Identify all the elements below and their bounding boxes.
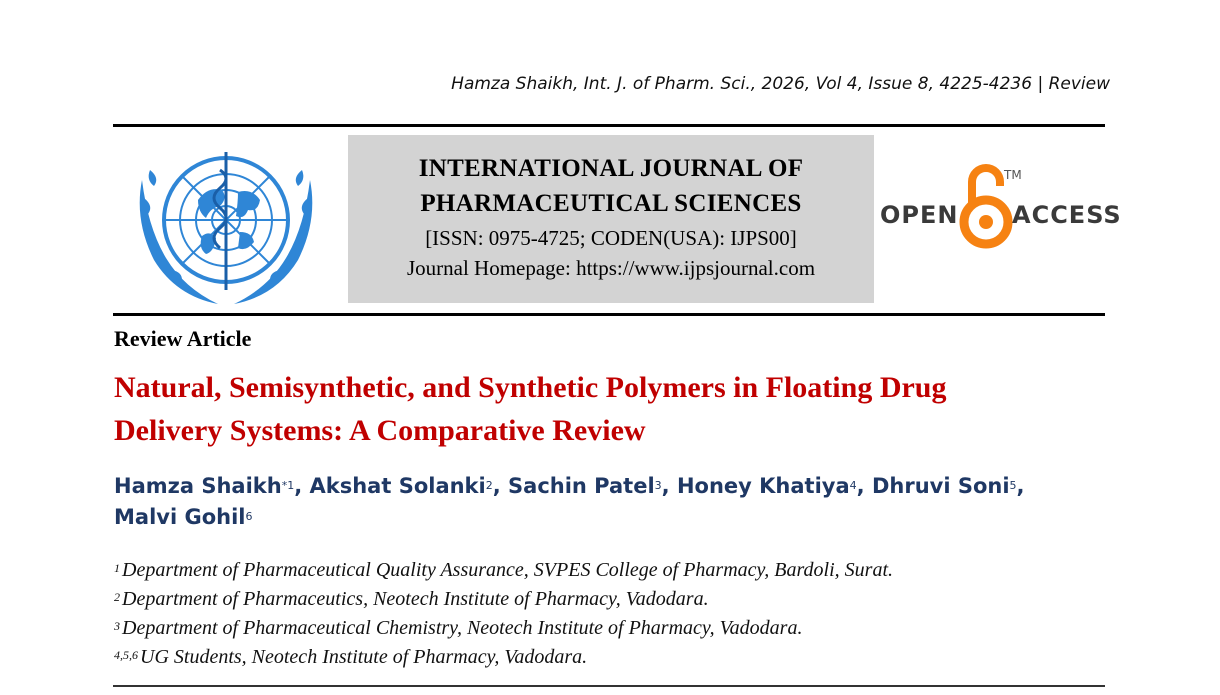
affiliation-mark: 3: [114, 619, 120, 633]
open-access-word-access: ACCESS: [1012, 201, 1122, 229]
affiliation-mark: 1: [114, 561, 120, 575]
author: Hamza Shaikh: [114, 474, 282, 498]
affiliation-mark: 4,5,6: [114, 648, 138, 662]
journal-title-line2: PHARMACEUTICAL SCIENCES: [420, 190, 802, 217]
header-rule-top: [113, 124, 1105, 127]
author-separator: ,: [1016, 474, 1025, 498]
author-affiliation-mark: *1: [281, 479, 295, 492]
affiliation-text: UG Students, Neotech Institute of Pharmacy, Vadodara.: [140, 646, 588, 668]
article-title-line1: Natural, Semisynthetic, and Synthetic Polymers in Floating Drug: [114, 371, 947, 404]
journal-title-line1: INTERNATIONAL JOURNAL OF: [418, 155, 804, 182]
affiliation-item: [114, 585, 1114, 614]
author-affiliation-mark: 2: [485, 479, 493, 492]
author: Dhruvi Soni: [871, 474, 1010, 498]
journal-masthead: [348, 135, 874, 303]
author-affiliation-mark: 3: [654, 479, 662, 492]
header-rule-bottom: [113, 313, 1105, 316]
article-title-line2: Delivery Systems: A Comparative Review: [114, 414, 646, 447]
affiliation-text: Department of Pharmaceutical Quality Assurance, SVPES College of Pharmacy, Bardoli, Surat.: [122, 559, 894, 581]
affiliation-list: [114, 556, 1114, 672]
affiliation-text: Department of Pharmaceutics, Neotech Institute of Pharmacy, Vadodara.: [122, 588, 709, 610]
author: Akshat Solanki: [309, 474, 486, 498]
trademark-mark: TM: [1004, 168, 1022, 182]
author-separator: ,: [492, 474, 509, 498]
affiliation-mark: 2: [114, 590, 120, 604]
author-separator: ,: [294, 474, 310, 498]
author: Honey Khatiya: [676, 474, 850, 498]
author-affiliation-mark: 5: [1009, 479, 1017, 492]
affiliation-item: [114, 643, 1114, 672]
un-emblem-icon: [128, 140, 324, 310]
running-head-citation: Hamza Shaikh, Int. J. of Pharm. Sci., 2026, Vol 4, Issue 8, 4225-4236 | Review: [451, 74, 1110, 94]
affiliation-rule: [113, 685, 1105, 687]
affiliation-item: [114, 556, 1114, 585]
journal-issn: [ISSN: 0975-4725; CODEN(USA): IJPS00]: [425, 226, 797, 250]
author-list: [114, 471, 1094, 533]
author: Sachin Patel: [508, 474, 655, 498]
article-type: Review Article: [114, 326, 252, 351]
author-affiliation-mark: 4: [849, 479, 857, 492]
affiliation-item: [114, 614, 1114, 643]
affiliation-text: Department of Pharmaceutical Chemistry, Neotech Institute of Pharmacy, Vadodara.: [122, 617, 803, 639]
author-affiliation-mark: 6: [245, 510, 253, 523]
author-separator: ,: [661, 474, 677, 498]
article-title: [114, 366, 1074, 452]
open-access-word-open: OPEN: [880, 201, 959, 229]
author-separator: ,: [856, 474, 872, 498]
open-access-logo: [880, 160, 1122, 260]
journal-homepage[interactable]: Journal Homepage: https://www.ijpsjournal.com: [406, 256, 816, 280]
author: Malvi Gohil: [114, 505, 246, 529]
